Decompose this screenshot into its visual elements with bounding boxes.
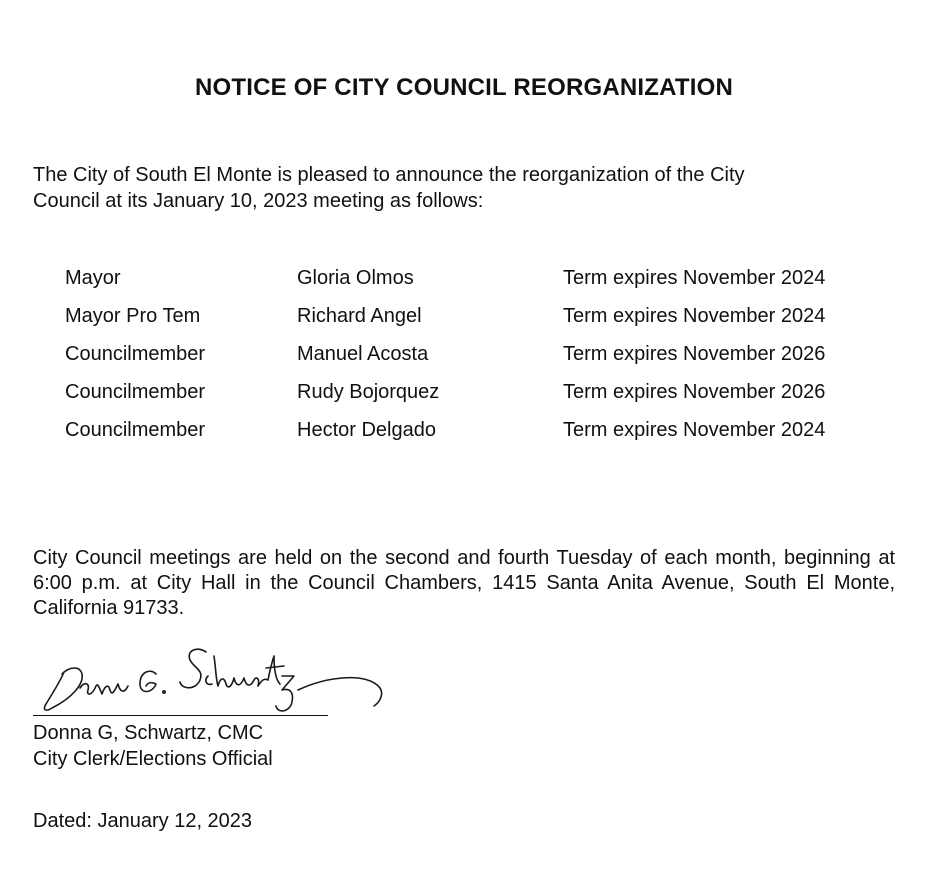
intro-line-2: Council at its January 10, 2023 meeting as follows: <box>33 190 484 212</box>
roster-term: Term expires November 2024 <box>563 267 826 289</box>
meetings-paragraph: City Council meetings are held on the second and fourth Tuesday of each month, beginning at 6:00 p.m. at City Hall in the Council Chambers, 1415 Santa Anita Avenue, South El Monte, California 91733. <box>33 547 895 619</box>
dated-line: Dated: January 12, 2023 <box>33 810 253 832</box>
roster-row <box>65 264 885 302</box>
roster-role: Mayor <box>65 267 121 289</box>
council-roster <box>65 264 885 454</box>
roster-row <box>65 340 885 378</box>
signer-block <box>33 720 273 772</box>
roster-term: Term expires November 2026 <box>563 343 826 365</box>
handwritten-signature <box>28 636 398 720</box>
roster-term: Term expires November 2024 <box>563 419 826 441</box>
signer-title: City Clerk/Elections Official <box>33 748 273 770</box>
intro-line-1: The City of South El Monte is pleased to announce the reorganization of the City <box>33 164 745 186</box>
roster-term: Term expires November 2026 <box>563 381 826 403</box>
roster-row <box>65 302 885 340</box>
roster-role: Councilmember <box>65 419 206 441</box>
roster-name: Gloria Olmos <box>297 267 414 289</box>
signature-icon <box>28 636 398 720</box>
roster-row <box>65 378 885 416</box>
roster-name: Hector Delgado <box>297 419 436 441</box>
signature-line <box>33 715 328 716</box>
signer-name: Donna G, Schwartz, CMC <box>33 722 264 744</box>
roster-role: Mayor Pro Tem <box>65 305 201 327</box>
roster-row <box>65 416 885 454</box>
roster-role: Councilmember <box>65 381 206 403</box>
roster-term: Term expires November 2024 <box>563 305 826 327</box>
notice-title: NOTICE OF CITY COUNCIL REORGANIZATION <box>194 74 734 101</box>
roster-name: Rudy Bojorquez <box>297 381 440 403</box>
roster-name: Richard Angel <box>297 305 422 327</box>
roster-name: Manuel Acosta <box>297 343 429 365</box>
intro-paragraph <box>33 162 873 214</box>
roster-role: Councilmember <box>65 343 206 365</box>
